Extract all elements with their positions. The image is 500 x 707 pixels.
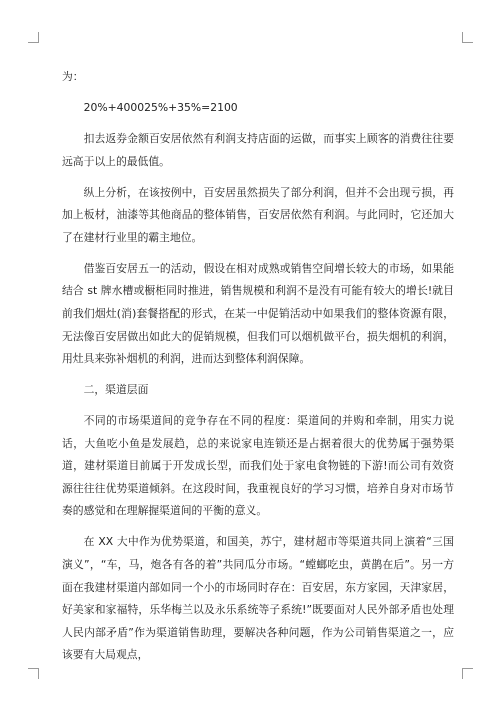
paragraph-promotion-strategy: 借鉴百安居五一的活动，假设在相对成熟或销售空间增长较大的市场，如果能结合 st 牌水槽或橱柜同时推进，销售规模和利润不是没有可能有较大的增长!就目前我们烟灶(消)套餐搭配的形式，在某一中促销活动中如果我们的整体资源有限，无法像百安居做出如此大的促销规模，但我们可以烟机做平台，损失烟机的利润，用灶具来弥补烟机的利润，进而达到整体利润保障。 bbox=[62, 261, 454, 366]
document-body bbox=[62, 66, 454, 667]
paragraph-channel-competition: 不同的市场渠道间的竞争存在不同的程度：渠道间的并购和牵制，用实力说话，大鱼吃小鱼是发展趋，总的来说家电连锁还是占据着很大的优势属于强势渠道，建材渠道目前属于开发成长型，而我们处于家电食物链的下游!而公司有效资源往往往优势渠道倾斜。在这段时间，我重视良好的学习习惯，培养自身对市场节奏的感觉和在理解握渠道间的平衡的意义。 bbox=[62, 414, 454, 518]
crop-mark-top-right bbox=[462, 32, 473, 43]
crop-mark-top-left bbox=[28, 32, 39, 43]
paragraph-analysis: 纵上分析，在该按例中，百安居虽然损失了部分利润，但并不会出现亏损，再加上板材，油漆等其他商品的整体销售，百安居依然有利润。与此同时，它还加大了在建材行业里的霸主地位。 bbox=[62, 185, 454, 244]
section-heading-channel: 二，渠道层面 bbox=[83, 383, 149, 397]
paragraph-intro-label: 为： bbox=[62, 70, 84, 83]
paragraph-channel-position: 在 XX 大中作为优势渠道，和国美，苏宁，建材超市等渠道共同上演着“三国演义”，“车，马，炮各有各的着”共同瓜分市场。“螳螂吃虫，黄鹊在后”。另一方面在我建材渠道内部如同一个小的市场同时存在：百安居，东方家园，天津家居，好美家和家福特，乐华梅兰以及永乐系统等子系统!”既要面对人民外部矛盾也处理人民内部矛盾”作为渠道销售助理，要解决各种问题，作为公司销售渠道之一，应该要有大局观点， bbox=[62, 535, 454, 662]
crop-mark-bottom-left bbox=[28, 668, 39, 679]
crop-mark-bottom-right bbox=[462, 668, 473, 679]
paragraph-formula: 20%+400025%+35%=2100 bbox=[83, 100, 238, 114]
paragraph-coupon-profit: 扣去返券金额百安居依然有利润支持店面的运做，而事实上顾客的消费往往要远高于以上的最低值。 bbox=[62, 131, 454, 168]
